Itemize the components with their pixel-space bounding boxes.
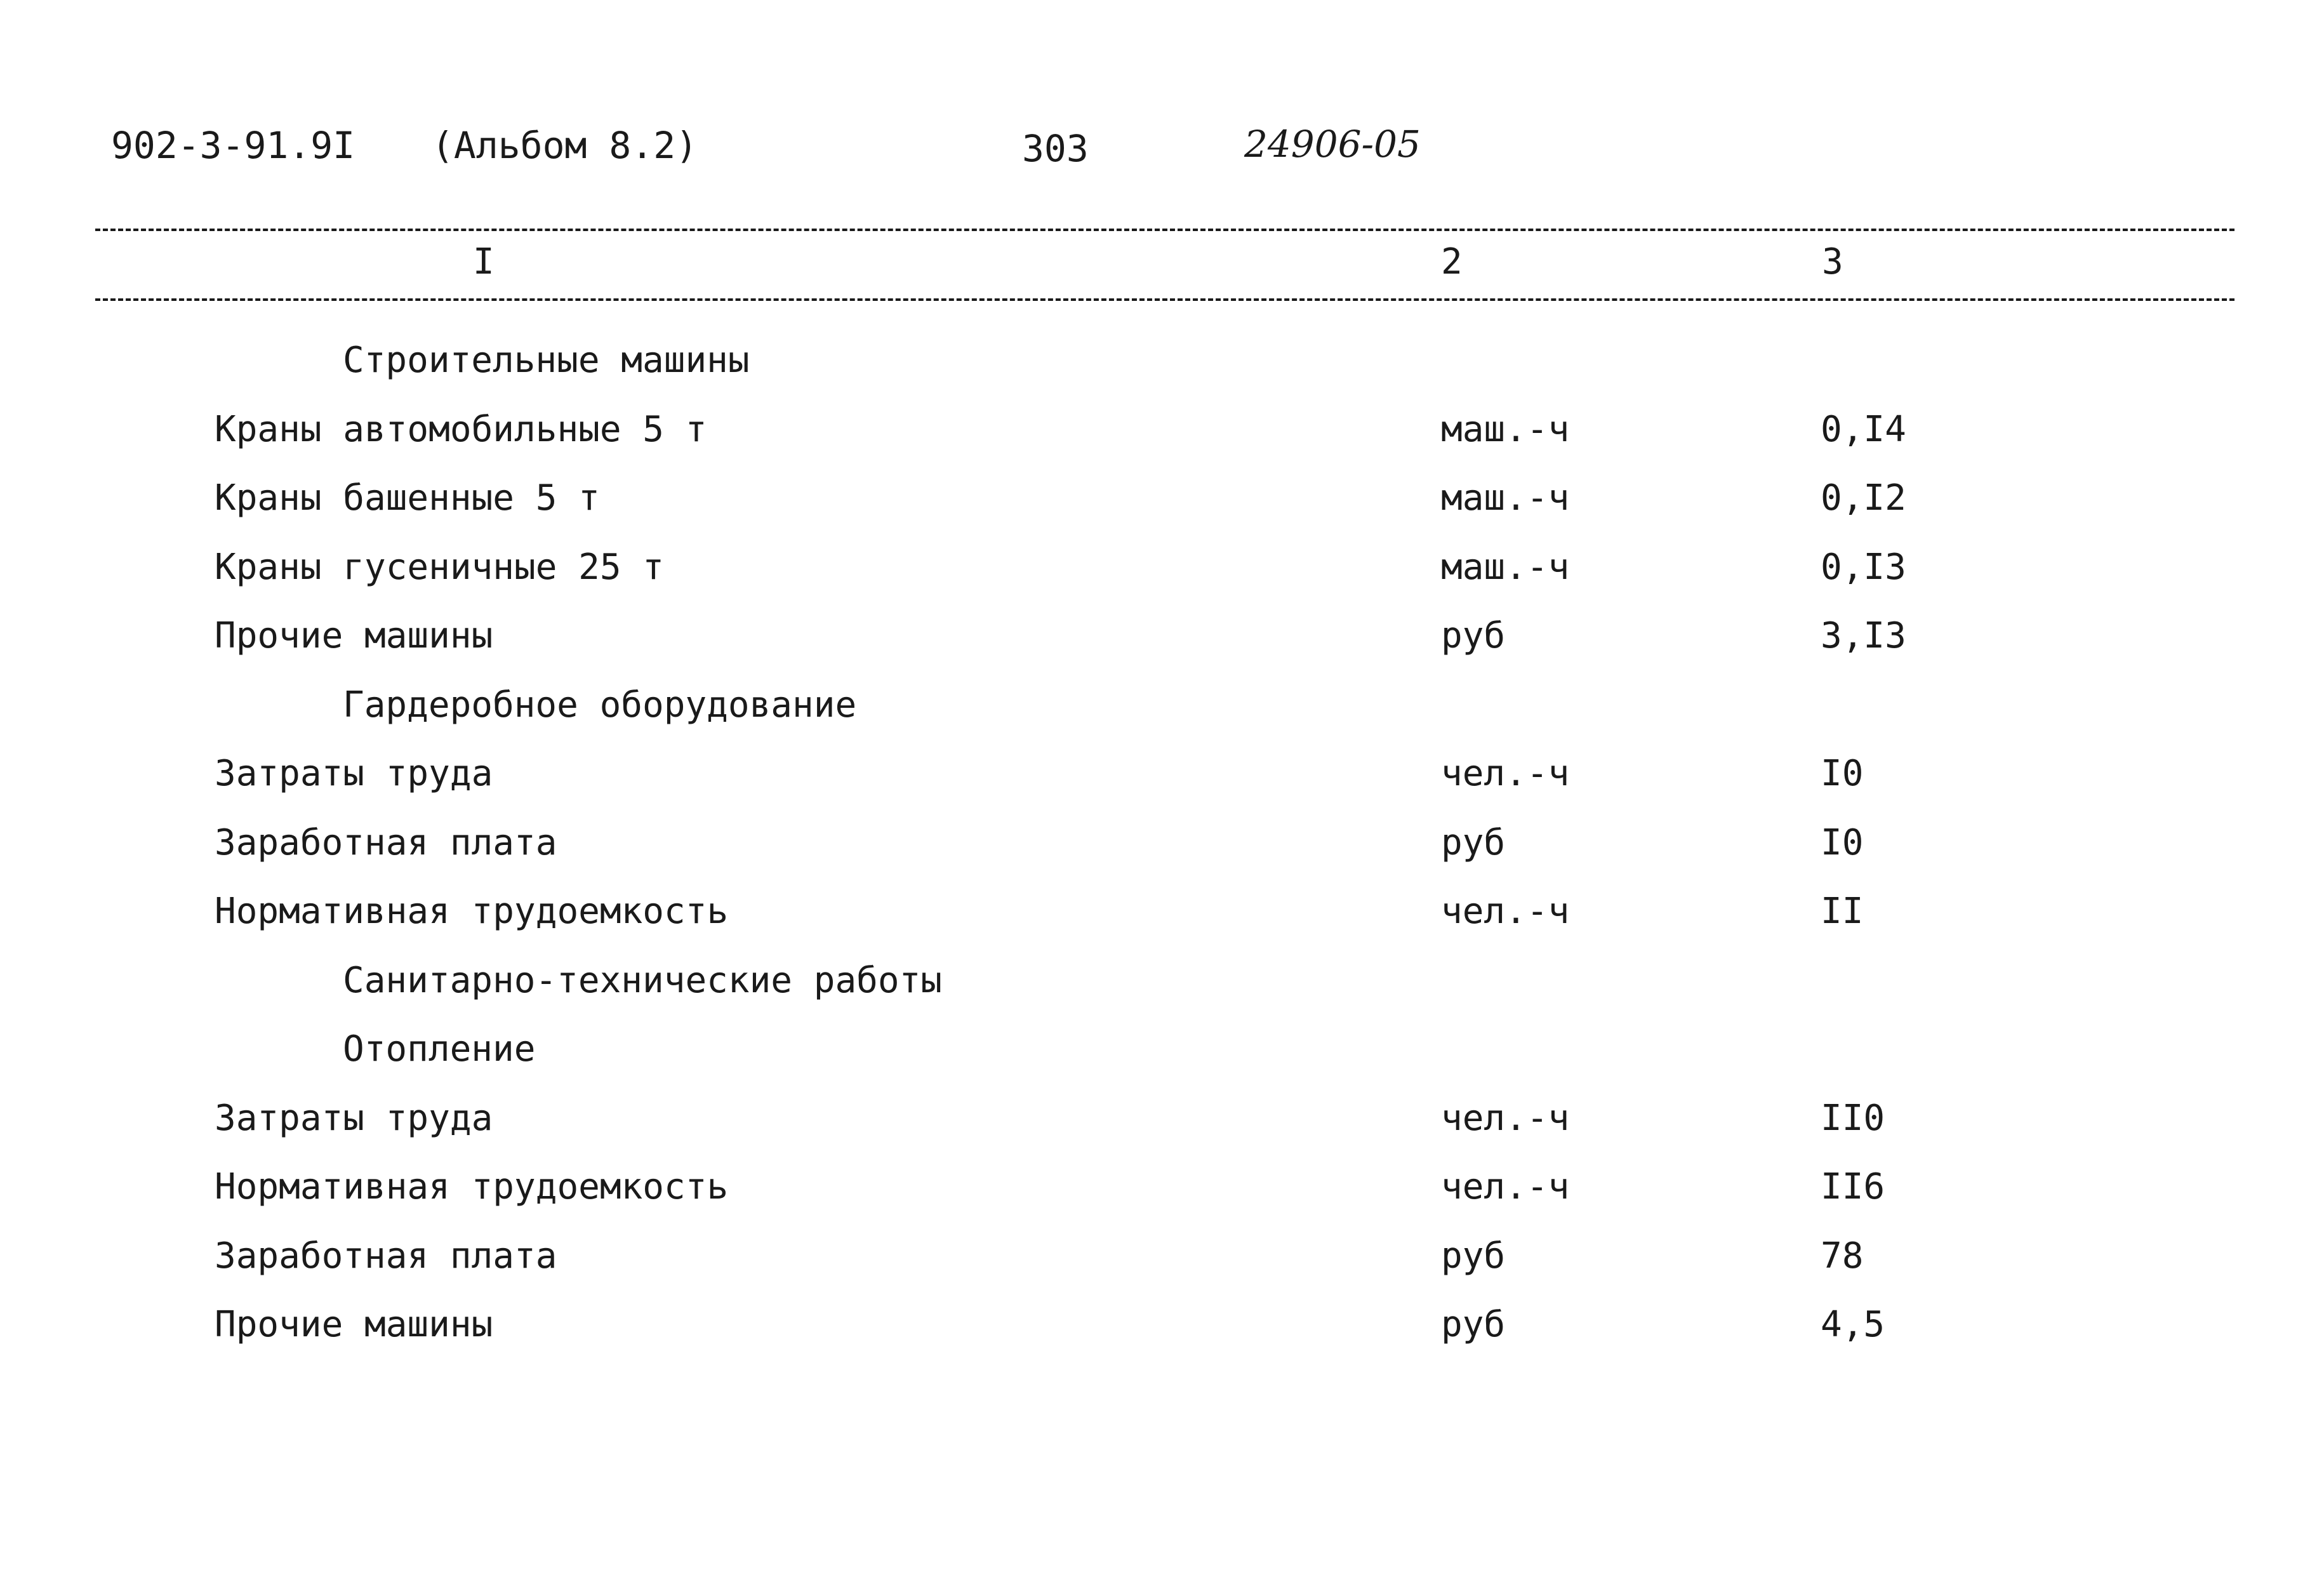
section-heading: Строительные машины (343, 340, 750, 381)
table-row (0, 891, 2324, 963)
column-number-3: 3 (1822, 241, 1843, 282)
row-name: Затраты труда (215, 1097, 493, 1139)
inventory-number: 24906-05 (1244, 123, 1421, 166)
row-name: Заработная плата (215, 821, 557, 863)
table-top-rule (95, 229, 2234, 231)
table-row (0, 821, 2324, 894)
row-name: Нормативная трудоемкость (215, 891, 729, 932)
row-unit: руб (1441, 821, 1506, 863)
table-row (0, 1304, 2324, 1376)
row-name: Краны автомобильные 5 т (215, 408, 707, 450)
page-number: 303 (1022, 127, 1089, 170)
section-heading: Гардеробное оборудование (343, 684, 857, 726)
table-body (0, 340, 2324, 1376)
row-value: 4,5 (1821, 1304, 1885, 1345)
row-name: Краны гусеничные 25 т (215, 546, 665, 588)
section-heading-row (0, 1028, 2324, 1101)
row-unit: чел.-ч (1441, 1166, 1570, 1207)
row-name: Нормативная трудоемкость (215, 1166, 729, 1207)
row-unit: руб (1441, 1304, 1506, 1345)
column-number-2: 2 (1441, 241, 1463, 282)
table-row (0, 477, 2324, 550)
table-row (0, 546, 2324, 619)
row-name: Краны башенные 5 т (215, 477, 600, 519)
row-value: II0 (1821, 1097, 1885, 1139)
section-heading-row (0, 959, 2324, 1032)
table-row (0, 1235, 2324, 1308)
row-name: Затраты труда (215, 753, 493, 794)
row-unit: руб (1441, 615, 1506, 656)
document-code: 902-3-91.9I (111, 124, 355, 167)
row-unit: маш.-ч (1441, 546, 1570, 588)
row-value: II (1821, 891, 1864, 932)
table-header-rule (95, 298, 2234, 301)
table-row (0, 1097, 2324, 1170)
row-value: 0,I3 (1821, 546, 1906, 588)
row-unit: руб (1441, 1235, 1506, 1277)
section-heading: Санитарно-технические работы (343, 959, 943, 1001)
row-name: Прочие машины (215, 615, 493, 656)
table-row (0, 1166, 2324, 1239)
section-heading-row (0, 340, 2324, 412)
section-heading-row (0, 684, 2324, 757)
row-name: Заработная плата (215, 1235, 557, 1277)
row-value: I0 (1821, 821, 1864, 863)
table-row (0, 753, 2324, 825)
row-name: Прочие машины (215, 1304, 493, 1345)
row-value: 3,I3 (1821, 615, 1906, 656)
album-label: (Альбом 8.2) (432, 124, 698, 167)
row-value: II6 (1821, 1166, 1885, 1207)
row-value: 0,I2 (1821, 477, 1906, 519)
table-row (0, 408, 2324, 481)
row-unit: чел.-ч (1441, 1097, 1570, 1139)
row-value: I0 (1821, 753, 1864, 794)
row-unit: чел.-ч (1441, 891, 1570, 932)
row-value: 0,I4 (1821, 408, 1906, 450)
row-unit: маш.-ч (1441, 477, 1570, 519)
column-number-1: I (473, 241, 495, 282)
row-value: 78 (1821, 1235, 1864, 1277)
table-row (0, 615, 2324, 688)
section-heading: Отопление (343, 1028, 536, 1070)
row-unit: маш.-ч (1441, 408, 1570, 450)
row-unit: чел.-ч (1441, 753, 1570, 794)
